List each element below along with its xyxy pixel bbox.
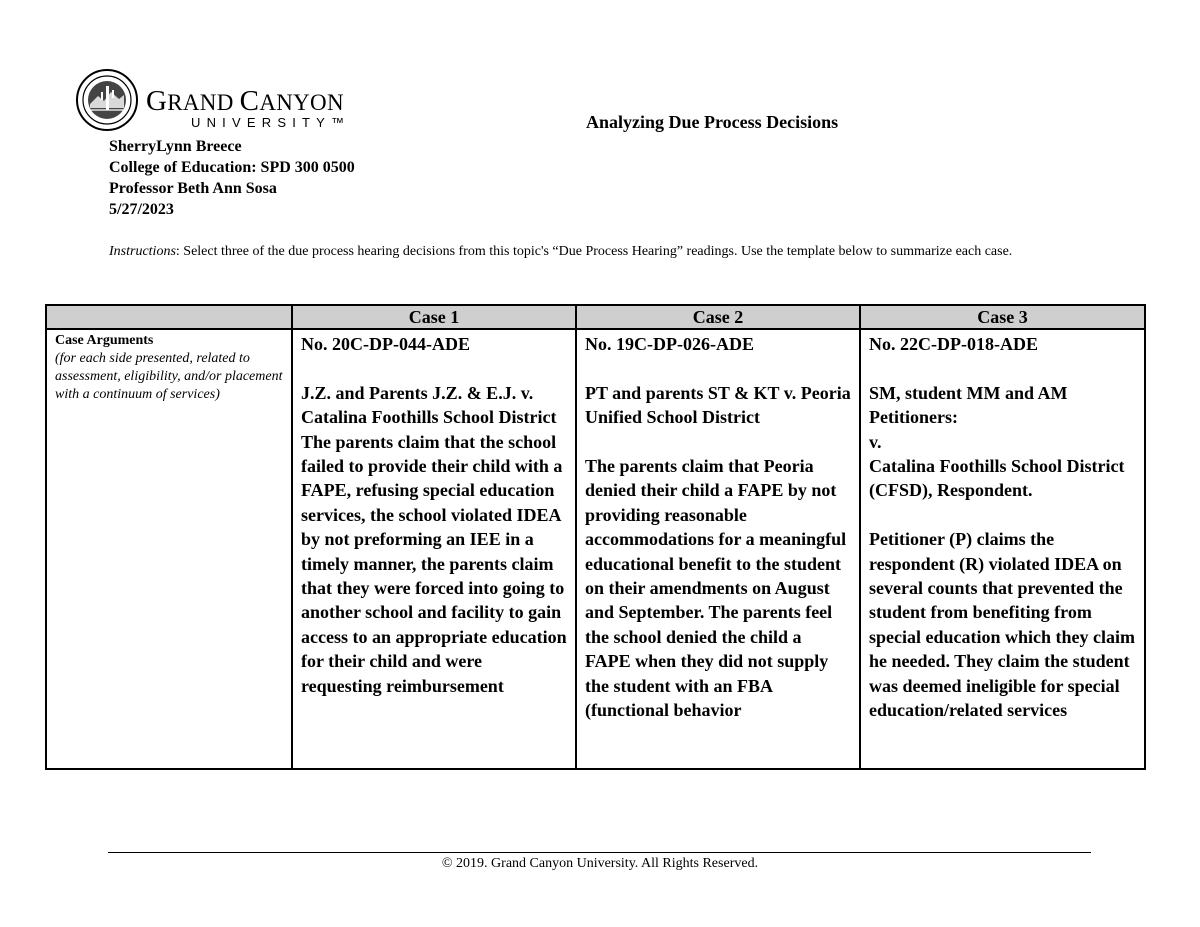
logo-subtitle: UNIVERSITY™ xyxy=(191,115,351,130)
case-summary-table xyxy=(45,304,1146,770)
document-date: 5/27/2023 xyxy=(109,201,174,218)
header-blank xyxy=(46,305,292,329)
header-case-2: Case 2 xyxy=(576,305,860,329)
instructions-label: Instructions xyxy=(109,244,176,259)
instructions-text: : Select three of the due process hearing decisions from this topic's “Due Process Hearing” readings. Use the template below to summarize each case. xyxy=(175,244,1013,259)
course-name: College of Education: SPD 300 0500 xyxy=(109,159,355,176)
table-row xyxy=(46,329,1145,769)
logo-wordmark: GRAND CANYON xyxy=(146,85,344,117)
university-seal-icon xyxy=(74,68,140,132)
row-label: Case Arguments xyxy=(55,333,154,348)
university-logo xyxy=(74,68,374,132)
row-note: (for each side presented, related to assessment, eligibility, and/or placement with a continuum of services) xyxy=(55,351,283,402)
case-3-cell xyxy=(860,329,1145,769)
case-1-cell xyxy=(292,329,576,769)
professor-name: Professor Beth Ann Sosa xyxy=(109,180,277,197)
table-header-row xyxy=(46,305,1145,329)
case-1-text: No. 20C-DP-044-ADE J.Z. and Parents J.Z. & E.J. v. Catalina Foothills School District The parents claim that the school failed to provide their child with a FAPE, refusing special education services, the school violated IDEA by not preforming an IEE in a timely manner, the parents claim that they were forced into going to another school and facility to gain access to an appropriate education for their child and were requesting reimbursement xyxy=(301,334,567,696)
footer-divider xyxy=(108,852,1091,853)
case-2-cell xyxy=(576,329,860,769)
header-case-1: Case 1 xyxy=(292,305,576,329)
document-title: Analyzing Due Process Decisions xyxy=(586,112,839,132)
instructions xyxy=(109,243,1069,261)
footer-copyright: © 2019. Grand Canyon University. All Rights Reserved. xyxy=(441,856,759,871)
case-2-text: No. 19C-DP-026-ADE PT and parents ST & KT v. Peoria Unified School District The parents claim that Peoria denied their child a FAPE by not providing reasonable accommodations for a meaningful educational benefit to the student on their amendments on August and September. The parents feel the school denied the child a FAPE when they did not supply the student with an FBA (functional behavior xyxy=(585,334,851,721)
case-3-text: No. 22C-DP-018-ADE SM, student MM and AM Petitioners: v. Catalina Foothills School District (CFSD), Respondent. Petitioner (P) claims the respondent (R) violated IDEA on several counts that prevented the student from benefiting from special education which they claim he needed. They claim the student was deemed ineligible for special education/related services xyxy=(869,334,1135,721)
student-info xyxy=(109,136,355,220)
author-name: SherryLynn Breece xyxy=(109,138,242,155)
row-label-cell xyxy=(46,329,292,769)
header-case-3: Case 3 xyxy=(860,305,1145,329)
